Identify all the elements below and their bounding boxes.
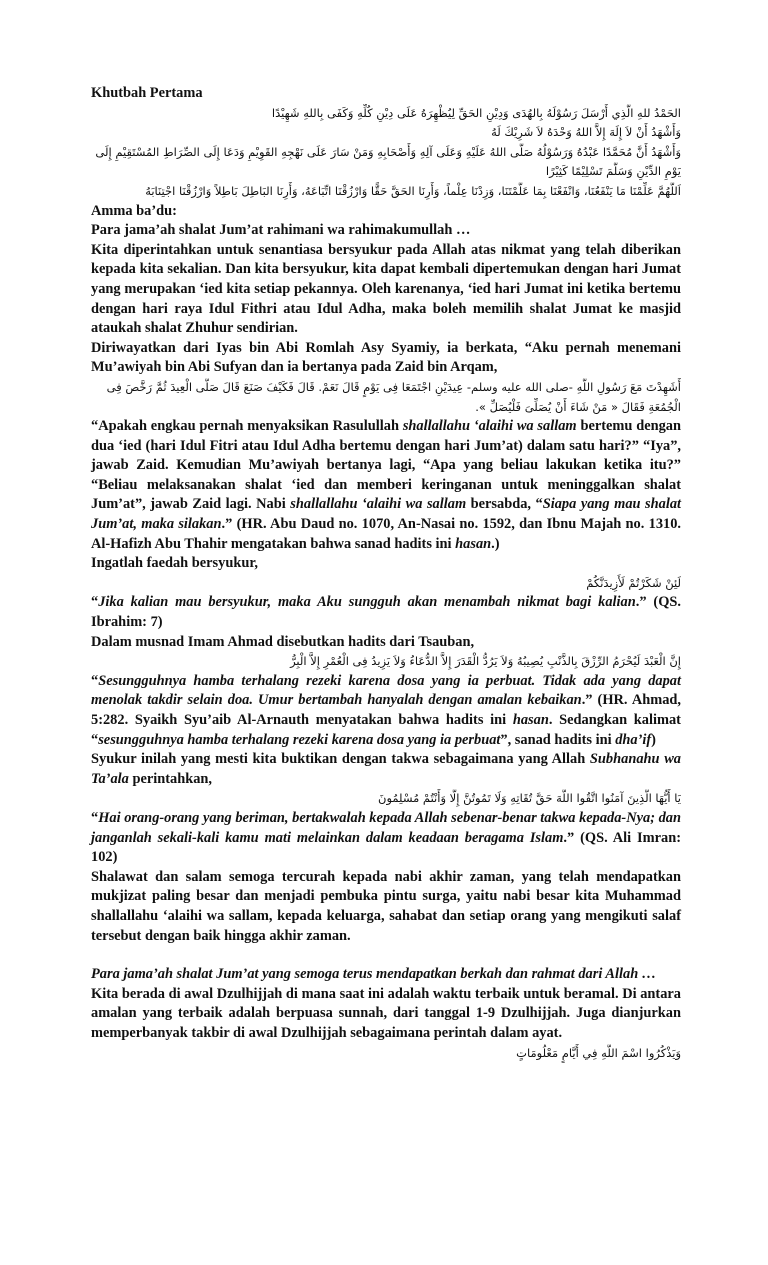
paragraph-riwayat: Diriwayatkan dari Iyas bin Abi Romlah Asy Syamiy, ia berkata, “Aku pernah menemani Mu’awiyah bin Abi Sufyan dan ia bertanya pada Zaid bin Arqam, bbox=[91, 339, 681, 376]
arabic-hadith-2: إِنَّ الْعَبْدَ لَيُحْرَمُ الرِّزْقَ بِالذَّنْبِ يُصِيبُهُ وَلاَ يَرُدُّ الْقَدَرَ إِلاَّ الدُّعَاءُ وَلاَ يَزِيدُ فِى الْعُمْرِ إِلاَّ الْبِرُّ bbox=[290, 654, 681, 669]
paragraph-takwa: Syukur inilah yang mesti kita buktikan dengan takwa sebagaimana yang Allah Subhanahu wa Ta’ala perintahkan, bbox=[91, 751, 681, 787]
ingatlah-heading: Ingatlah faedah bersyukur, bbox=[91, 555, 259, 572]
arabic-opening-line-3: وَأَشْهَدُ أَنَّ مُحَمَّدًا عَبْدُهُ وَرَسُوْلُهُ صَلَّى اللهُ عَلَيْهِ وَعَلَى آلِهِ وَأَصْحَابِهِ وَمَنْ سَارَ عَلَى نَهْجِهِ القَوِيْمِ وَدَعَا إِلَى الصِّرَاطِ المُسْتَقِيْمِ إِلَى bbox=[95, 144, 681, 159]
paragraph-ibrahim-translation: “Jika kalian mau bersyukur, maka Aku sungguh akan menambah nikmat bagi kalian.” (QS. Ibrahim: 7) bbox=[91, 594, 682, 631]
paragraph-dzulhijjah: Kita berada di awal Dzulhijjah di mana saat ini adalah waktu terbaik untuk beramal. Di antara amalan yang terbaik adalah berpuasa sunnah, dari tanggal 1-9 Dzulhijjah. Juga dianjurkan memperbanyak takbir di awal Dzulhijjah sebagaimana perintah dalam ayat. bbox=[91, 985, 681, 1041]
document-page bbox=[91, 84, 681, 1063]
amma-badu: Amma ba’du: bbox=[91, 202, 177, 219]
arabic-hadith-1-line-1: أَشَهِدْتَ مَعَ رَسُولِ اللَّهِ -صلى الله عليه وسلم- عِيدَيْنِ اجْتَمَعَا فِى يَوْمٍ قَالَ نَعَمْ. قَالَ فَكَيْفَ صَنَعَ قَالَ صَلَّى الْعِيدَ ثُمَّ رَخَّصَ فِى bbox=[106, 379, 681, 394]
arabic-quran-hajj: وَيَذْكُرُوا اسْمَ اللَّهِ فِي أَيَّامٍ مَعْلُومَاتٍ bbox=[516, 1045, 681, 1060]
paragraph-shalawat: Shalawat dan salam semoga tercurah kepada nabi akhir zaman, yang telah mendapatkan mukjizat paling besar dan menjadi pembuka pintu surga, yaitu nabi besar kita Muhammad shallallahu ‘alaihi wa sallam, kepada keluarga, sahabat dan setiap orang yang mengikuti salaf tersebut dengan baik hingga akhir zaman. bbox=[91, 868, 681, 944]
arabic-opening-line-5: اَللَّهُمَّ عَلِّمْنَا مَا يَنْفَعُنَا، وَانْفَعْنَا بِمَا عَلَّمْتَنَا، وَزِدْنَا عِلْماً، وَأَرِنَا الحَقَّ حَقًّا وَارْزُقْنَا اتِّبَاعَهُ، وَأَرِنَا البَاطِلَ بَاطِلاً وَارْزُقْنَا اجْتِنَابَهُ bbox=[145, 183, 681, 198]
arabic-quran-ali-imran: يَا أَيُّهَا الَّذِينَ آمَنُوا اتَّقُوا اللَّهَ حَقَّ تُقَاتِهِ وَلَا تَمُوتُنَّ إِلَّا وَأَنْتُمْ مُسْلِمُونَ bbox=[378, 791, 681, 806]
paragraph-gap bbox=[91, 946, 681, 965]
section-title: Khutbah Pertama bbox=[91, 85, 203, 101]
paragraph-rezeki-translation: “Sesungguhnya hamba terhalang rezeki karena dosa yang ia perbuat. Tidak ada yang dapat menolak takdir selain doa. Umur bertambah hanyalah dengan amalan kebaikan.” (HR. Ahmad, 5:282. Syaikh Syu’aib Al-Arnauth menyatakan bahwa hadits ini hasan. Sedangkan kalimat “sesungguhnya hamba terhalang rezeki karena dosa yang ia perbuat”, sanad hadits ini dha’if) bbox=[91, 672, 681, 748]
arabic-opening-line-2: وَأَشْهَدُ أَنْ لاَ إِلَهَ إِلاَّ اللهُ وَحْدَهُ لاَ شَرِيْكَ لَهُ bbox=[491, 125, 681, 140]
jamaah-greeting: Para jama’ah shalat Jum’at rahimani wa rahimakumullah … bbox=[91, 222, 471, 239]
paragraph-syukur: Kita diperintahkan untuk senantiasa bersyukur pada Allah atas nikmat yang telah diberikan kepada kita sekalian. Dan kita bersyukur, kita dapat kembali dipertemukan dengan hari Jumat yang merupakan ‘ied kita setiap pekannya. Oleh karenanya, ‘ied hari Jumat ini ketika bertemu dengan hari raya Idul Fithri atau Idul Adha, maka boleh memilih shalat Jumat ke masjid ataukah shalat Zhuhur sendirian. bbox=[91, 241, 681, 337]
arabic-opening-line-1: الحَمْدُ للهِ الَّذِي أَرْسَلَ رَسُوْلَهُ بِالهُدَى وَدِيْنِ الحَقِّ لِيُظْهِرَهُ عَلَى دِيْنِ كُلِّهِ وَكَفَى بِاللهِ شَهِيْدًا bbox=[271, 105, 681, 120]
paragraph-jamaah-italic: Para jama’ah shalat Jum’at yang semoga terus mendapatkan berkah dan rahmat dari Allah … bbox=[91, 966, 657, 983]
paragraph-ali-imran-translation: “Hai orang-orang yang beriman, bertakwalah kepada Allah sebenar-benar takwa kepada-Nya; dan janganlah sekali-kali kamu mati melainkan dalam keadaan beragama Islam.” (QS. Ali Imran: 102) bbox=[91, 809, 682, 866]
arabic-hadith-1-line-2: الْجُمُعَةِ فَقَالَ « مَنْ شَاءَ أَنْ يُصَلِّىَ فَلْيُصَلِّ ». bbox=[475, 399, 681, 414]
arabic-opening-line-4: يَوْمِ الدِّيْنِ وَسَلَّمَ تَسْلِيْمًا كَثِيْرًا bbox=[545, 164, 681, 179]
arabic-quran-ibrahim: لَئِنْ شَكَرْتُمْ لَأَزِيدَنَّكُمْ bbox=[586, 575, 681, 590]
paragraph-musnad: Dalam musnad Imam Ahmad disebutkan hadits dari Tsauban, bbox=[91, 633, 475, 650]
paragraph-hadith-translation: “Apakah engkau pernah menyaksikan Rasulullah shallallahu ‘alaihi wa sallam bertemu dengan dua ‘ied (hari Idul Fitri atau Idul Adha bertemu dengan hari Jum’at) dalam satu hari?” “Iya”, jawab Zaid. Kemudian Mu’awiyah bertanya lagi, “Apa yang beliau lakukan ketika itu?” “Beliau melaksanakan shalat ‘ied dan memberi keringanan untuk meninggalkan shalat Jum’at”, jawab Zaid lagi. Nabi shallallahu ‘alaihi wa sallam bersabda, “Siapa yang mau shalat Jum’at, maka silakan.” (HR. Abu Daud no. 1070, An-Nasai no. 1592, dan Ibnu Majah no. 1310. Al-Hafizh Abu Thahir mengatakan bahwa sanad hadits ini hasan.) bbox=[91, 418, 682, 552]
